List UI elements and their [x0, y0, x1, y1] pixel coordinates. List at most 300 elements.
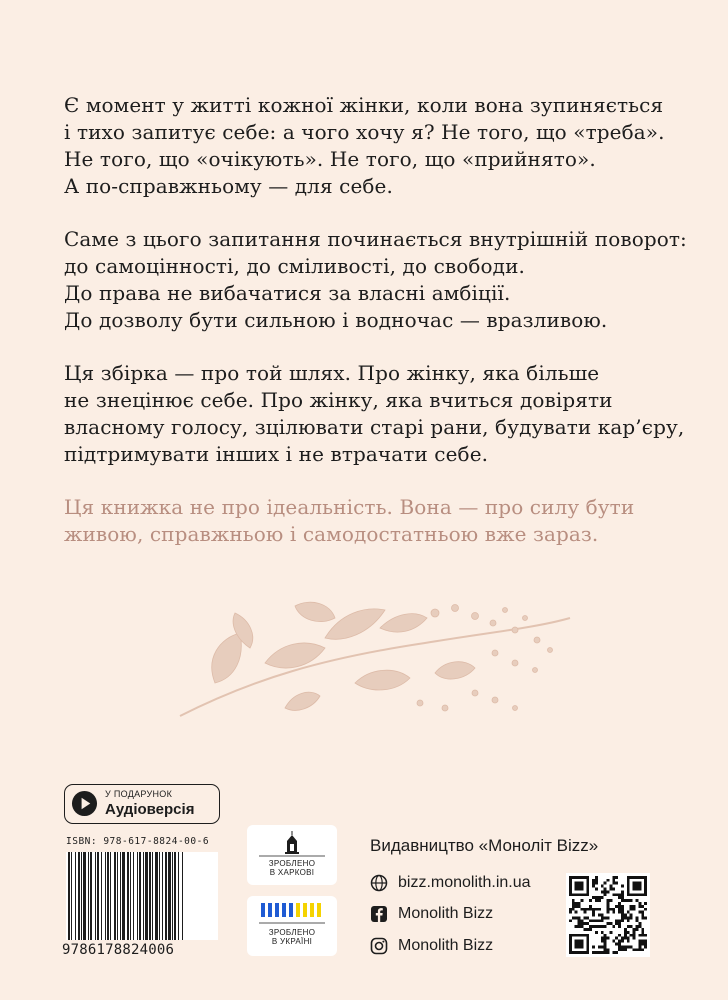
qr-module	[580, 876, 583, 879]
qr-module	[638, 905, 641, 908]
qr-module	[636, 916, 639, 919]
qr-module	[578, 919, 581, 922]
qr-module	[583, 916, 586, 919]
qr-module	[621, 948, 624, 951]
qr-module	[644, 908, 647, 911]
barcode-bar	[127, 852, 129, 940]
badge-title: Аудіоверсія	[105, 801, 195, 818]
qr-module	[580, 885, 583, 888]
qr-module	[621, 896, 624, 899]
qr-module	[638, 922, 641, 925]
qr-module	[595, 925, 598, 928]
qr-module	[630, 914, 633, 917]
qr-module	[641, 893, 644, 896]
qr-module	[638, 945, 641, 948]
qr-module	[607, 879, 610, 882]
barcode-bar	[95, 852, 96, 940]
qr-module	[618, 945, 621, 948]
qr-module	[624, 934, 627, 937]
qr-module	[578, 902, 581, 905]
qr-module	[604, 948, 607, 951]
qr-module	[586, 890, 589, 893]
qr-module	[589, 908, 592, 911]
text-line: підтримувати інших і не втрачати себе.	[64, 442, 489, 466]
qr-module	[618, 925, 621, 928]
facebook-contact[interactable]	[370, 905, 493, 923]
barcode-bar	[152, 852, 153, 940]
qr-module	[638, 940, 641, 943]
qr-module	[633, 937, 636, 940]
barcode-bar	[122, 852, 125, 940]
barcode-bar	[174, 852, 176, 940]
barcode-bar	[162, 852, 163, 940]
qr-module	[638, 948, 641, 951]
instagram-icon	[370, 937, 388, 955]
qr-module	[580, 945, 583, 948]
qr-module	[583, 928, 586, 931]
qr-module	[586, 908, 589, 911]
qr-module	[607, 948, 610, 951]
barcode-bar	[110, 852, 111, 940]
qr-module	[609, 931, 612, 934]
qr-module	[578, 934, 581, 937]
website-link[interactable]: bizz.monolith.in.ua	[398, 874, 531, 891]
qr-module	[641, 905, 644, 908]
qr-module	[621, 914, 624, 917]
qr-module	[644, 890, 647, 893]
qr-module	[621, 893, 624, 896]
qr-module	[624, 931, 627, 934]
qr-code[interactable]	[566, 873, 650, 957]
qr-module	[586, 934, 589, 937]
made-in-ukraine-badge	[247, 896, 337, 956]
qr-module	[638, 943, 641, 946]
text-line: не знецінює себе. Про жінку, яка вчиться довіряти	[64, 388, 613, 412]
instagram-contact[interactable]	[370, 937, 493, 955]
qr-module	[578, 882, 581, 885]
qr-module	[636, 887, 639, 890]
qr-module	[604, 893, 607, 896]
globe-icon	[370, 874, 388, 892]
qr-module	[572, 899, 575, 902]
qr-module	[583, 908, 586, 911]
barcode	[66, 852, 218, 940]
text-line: Є момент у житті кожної жінки, коли вона зупиняється	[64, 93, 664, 117]
qr-module	[621, 911, 624, 914]
qr-module	[595, 882, 598, 885]
qr-module	[586, 951, 589, 954]
qr-module	[569, 951, 572, 954]
qr-module	[595, 931, 598, 934]
qr-module	[636, 885, 639, 888]
qr-module	[580, 925, 583, 928]
paragraph-3	[64, 360, 685, 468]
qr-module	[641, 876, 644, 879]
qr-module	[601, 931, 604, 934]
qr-module	[618, 948, 621, 951]
qr-module	[586, 940, 589, 943]
text-line: власному голосу, зцілювати старі рани, будувати кар’єру,	[64, 415, 685, 439]
qr-module	[612, 893, 615, 896]
qr-module	[633, 928, 636, 931]
qr-module	[618, 902, 621, 905]
qr-module	[586, 928, 589, 931]
qr-module	[612, 911, 615, 914]
play-icon	[71, 790, 98, 817]
qr-module	[569, 911, 572, 914]
qr-module	[604, 887, 607, 890]
qr-module	[644, 934, 647, 937]
made-in-place: В УКРАЇНІ	[271, 937, 313, 946]
qr-module	[627, 931, 630, 934]
qr-module	[633, 876, 636, 879]
barcode-bar	[83, 852, 86, 940]
qr-module	[580, 899, 583, 902]
qr-module	[578, 925, 581, 928]
qr-module	[607, 902, 610, 905]
qr-module	[604, 890, 607, 893]
qr-module	[592, 882, 595, 885]
qr-module	[604, 951, 607, 954]
qr-module	[633, 893, 636, 896]
qr-module	[621, 937, 624, 940]
qr-module	[575, 916, 578, 919]
qr-module	[644, 940, 647, 943]
made-in-kharkiv-badge	[247, 825, 337, 885]
qr-module	[586, 916, 589, 919]
barcode-bar	[182, 852, 183, 940]
qr-module	[592, 885, 595, 888]
qr-module	[586, 882, 589, 885]
qr-module	[624, 937, 627, 940]
qr-module	[624, 928, 627, 931]
barcode-bar	[172, 852, 173, 940]
qr-module	[598, 896, 601, 899]
barcode-bar	[133, 852, 134, 940]
qr-module	[572, 951, 575, 954]
qr-module	[618, 934, 621, 937]
qr-module	[627, 882, 630, 885]
qr-module	[589, 905, 592, 908]
badge-small-label: У ПОДАРУНОК	[105, 789, 173, 799]
qr-module	[580, 943, 583, 946]
qr-module	[601, 890, 604, 893]
qr-module	[569, 948, 572, 951]
qr-module	[578, 916, 581, 919]
qr-module	[615, 905, 618, 908]
qr-module	[575, 940, 578, 943]
qr-module	[569, 945, 572, 948]
qr-module	[583, 911, 586, 914]
qr-module	[609, 887, 612, 890]
made-in-place: В ХАРКОВІ	[269, 868, 315, 877]
audiobook-gift-badge	[64, 784, 220, 824]
qr-module	[638, 911, 641, 914]
barcode-bar	[178, 852, 179, 940]
qr-module	[583, 893, 586, 896]
qr-module	[636, 882, 639, 885]
qr-module	[569, 882, 572, 885]
qr-module	[615, 943, 618, 946]
qr-module	[636, 919, 639, 922]
qr-module	[578, 905, 581, 908]
qr-module	[638, 887, 641, 890]
qr-module	[592, 879, 595, 882]
qr-module	[598, 951, 601, 954]
qr-module	[612, 876, 615, 879]
qr-module	[595, 908, 598, 911]
qr-module	[595, 879, 598, 882]
qr-module	[583, 922, 586, 925]
qr-module	[624, 945, 627, 948]
qr-module	[641, 914, 644, 917]
qr-module	[612, 879, 615, 882]
barcode-bar	[149, 852, 151, 940]
qr-module	[641, 940, 644, 943]
qr-module	[569, 908, 572, 911]
qr-module	[633, 908, 636, 911]
qr-module	[636, 948, 639, 951]
qr-module	[624, 899, 627, 902]
qr-module	[575, 887, 578, 890]
qr-module	[624, 948, 627, 951]
qr-module	[624, 916, 627, 919]
qr-module	[604, 937, 607, 940]
qr-module	[627, 893, 630, 896]
qr-module	[592, 896, 595, 899]
barcode-bar	[78, 852, 80, 940]
qr-module	[638, 882, 641, 885]
qr-module	[586, 879, 589, 882]
qr-module	[586, 887, 589, 890]
qr-module	[598, 914, 601, 917]
qr-module	[638, 902, 641, 905]
qr-module	[627, 879, 630, 882]
blurb-text	[64, 92, 687, 574]
barcode-bar	[105, 852, 106, 940]
qr-module	[636, 925, 639, 928]
qr-module	[580, 922, 583, 925]
qr-module	[641, 928, 644, 931]
qr-module	[618, 943, 621, 946]
qr-module	[572, 876, 575, 879]
qr-module	[578, 893, 581, 896]
qr-module	[607, 951, 610, 954]
barcode-bar	[107, 852, 109, 940]
qr-module	[569, 937, 572, 940]
qr-module	[592, 925, 595, 928]
qr-module	[569, 876, 572, 879]
barcode-bar	[90, 852, 92, 940]
qr-module	[604, 943, 607, 946]
qr-module	[601, 925, 604, 928]
qr-module	[595, 896, 598, 899]
qr-module	[586, 885, 589, 888]
paragraph-1	[64, 92, 674, 200]
qr-module	[644, 885, 647, 888]
qr-module	[627, 911, 630, 914]
qr-module	[644, 945, 647, 948]
qr-module	[630, 934, 633, 937]
qr-module	[633, 934, 636, 937]
qr-module	[618, 896, 621, 899]
qr-module	[621, 885, 624, 888]
qr-module	[615, 951, 618, 954]
barcode-bar	[81, 852, 82, 940]
qr-module	[583, 934, 586, 937]
qr-module	[615, 876, 618, 879]
qr-module	[592, 908, 595, 911]
qr-module	[592, 951, 595, 954]
qr-module	[630, 916, 633, 919]
isbn-label: ISBN: 978-617-8824-00-6	[66, 836, 210, 847]
text-line: Ця збірка — про той шлях. Про жінку, яка більше	[64, 361, 600, 385]
barcode-digits: 9786178824006	[62, 942, 175, 958]
qr-module	[618, 940, 621, 943]
qr-module	[612, 887, 615, 890]
qr-module	[575, 943, 578, 946]
qr-module	[609, 908, 612, 911]
barcode-bar	[137, 852, 138, 940]
qr-module	[598, 919, 601, 922]
qr-module	[615, 937, 618, 940]
barcode-bar	[139, 852, 141, 940]
qr-module	[630, 925, 633, 928]
qr-module	[607, 905, 610, 908]
facebook-icon	[370, 905, 388, 923]
qr-module	[586, 945, 589, 948]
qr-module	[604, 934, 607, 937]
barcode-bar	[159, 852, 160, 940]
qr-module	[627, 876, 630, 879]
publisher-name: Видавництво «Моноліт Bizz»	[370, 836, 599, 855]
qr-module	[592, 914, 595, 917]
qr-module	[578, 940, 581, 943]
qr-module	[569, 893, 572, 896]
qr-module	[644, 943, 647, 946]
qr-module	[636, 893, 639, 896]
qr-module	[609, 899, 612, 902]
qr-module	[644, 882, 647, 885]
qr-module	[633, 948, 636, 951]
qr-module	[575, 882, 578, 885]
qr-module	[633, 885, 636, 888]
qr-module	[636, 928, 639, 931]
qr-module	[586, 948, 589, 951]
qr-module	[627, 925, 630, 928]
qr-module	[627, 919, 630, 922]
qr-module	[580, 887, 583, 890]
qr-module	[604, 916, 607, 919]
qr-module	[572, 902, 575, 905]
qr-module	[569, 885, 572, 888]
qr-module	[569, 879, 572, 882]
text-line: Ця книжка не про ідеальність. Вона — про силу бути	[64, 495, 635, 519]
qr-module	[612, 882, 615, 885]
text-line: А по-справжньому — для себе.	[64, 174, 393, 198]
qr-module	[583, 876, 586, 879]
barcode-bar	[97, 852, 99, 940]
qr-module	[638, 925, 641, 928]
qr-module	[644, 893, 647, 896]
made-in-label: ЗРОБЛЕНО	[268, 859, 316, 868]
instagram-link[interactable]: Monolith Bizz	[398, 937, 494, 954]
qr-module	[601, 916, 604, 919]
qr-module	[586, 922, 589, 925]
qr-module	[578, 887, 581, 890]
qr-module	[575, 885, 578, 888]
qr-module	[618, 911, 621, 914]
qr-module	[589, 899, 592, 902]
qr-module	[615, 893, 618, 896]
qr-module	[601, 937, 604, 940]
qr-module	[598, 945, 601, 948]
qr-module	[592, 945, 595, 948]
qr-module	[630, 908, 633, 911]
qr-module	[575, 925, 578, 928]
made-in-label: ЗРОБЛЕНО	[268, 928, 316, 937]
qr-module	[580, 934, 583, 937]
qr-module	[572, 934, 575, 937]
qr-module	[638, 885, 641, 888]
barcode-bar	[165, 852, 167, 940]
barcode-bar	[145, 852, 148, 940]
qr-module	[621, 890, 624, 893]
qr-module	[569, 943, 572, 946]
qr-module	[641, 943, 644, 946]
text-line: До дозволу бути сильною і водночас — вразливою.	[64, 308, 608, 332]
qr-module	[601, 919, 604, 922]
qr-module	[630, 945, 633, 948]
qr-module	[609, 885, 612, 888]
qr-module	[595, 887, 598, 890]
qr-module	[618, 908, 621, 911]
qr-module	[612, 925, 615, 928]
leaf-branch-illustration	[175, 588, 575, 728]
qr-module	[630, 893, 633, 896]
qr-module	[575, 951, 578, 954]
qr-module	[644, 876, 647, 879]
qr-module	[612, 940, 615, 943]
qr-module	[583, 951, 586, 954]
qr-module	[589, 925, 592, 928]
qr-module	[575, 902, 578, 905]
qr-module	[569, 887, 572, 890]
qr-module	[630, 899, 633, 902]
qr-module	[641, 916, 644, 919]
qr-module	[580, 940, 583, 943]
barcode-bar	[120, 852, 121, 940]
qr-module	[569, 934, 572, 937]
paragraph-2	[64, 226, 687, 334]
qr-module	[598, 925, 601, 928]
qr-module	[575, 911, 578, 914]
qr-module	[578, 885, 581, 888]
qr-module	[580, 893, 583, 896]
qr-module	[633, 882, 636, 885]
qr-module	[627, 940, 630, 943]
qr-module	[572, 908, 575, 911]
qr-module	[601, 896, 604, 899]
qr-module	[586, 937, 589, 940]
qr-module	[638, 893, 641, 896]
qr-module	[604, 882, 607, 885]
facebook-link[interactable]: Monolith Bizz	[398, 905, 494, 922]
qr-module	[638, 934, 641, 937]
website-contact[interactable]	[370, 874, 531, 892]
qr-module	[604, 940, 607, 943]
qr-module	[636, 899, 639, 902]
